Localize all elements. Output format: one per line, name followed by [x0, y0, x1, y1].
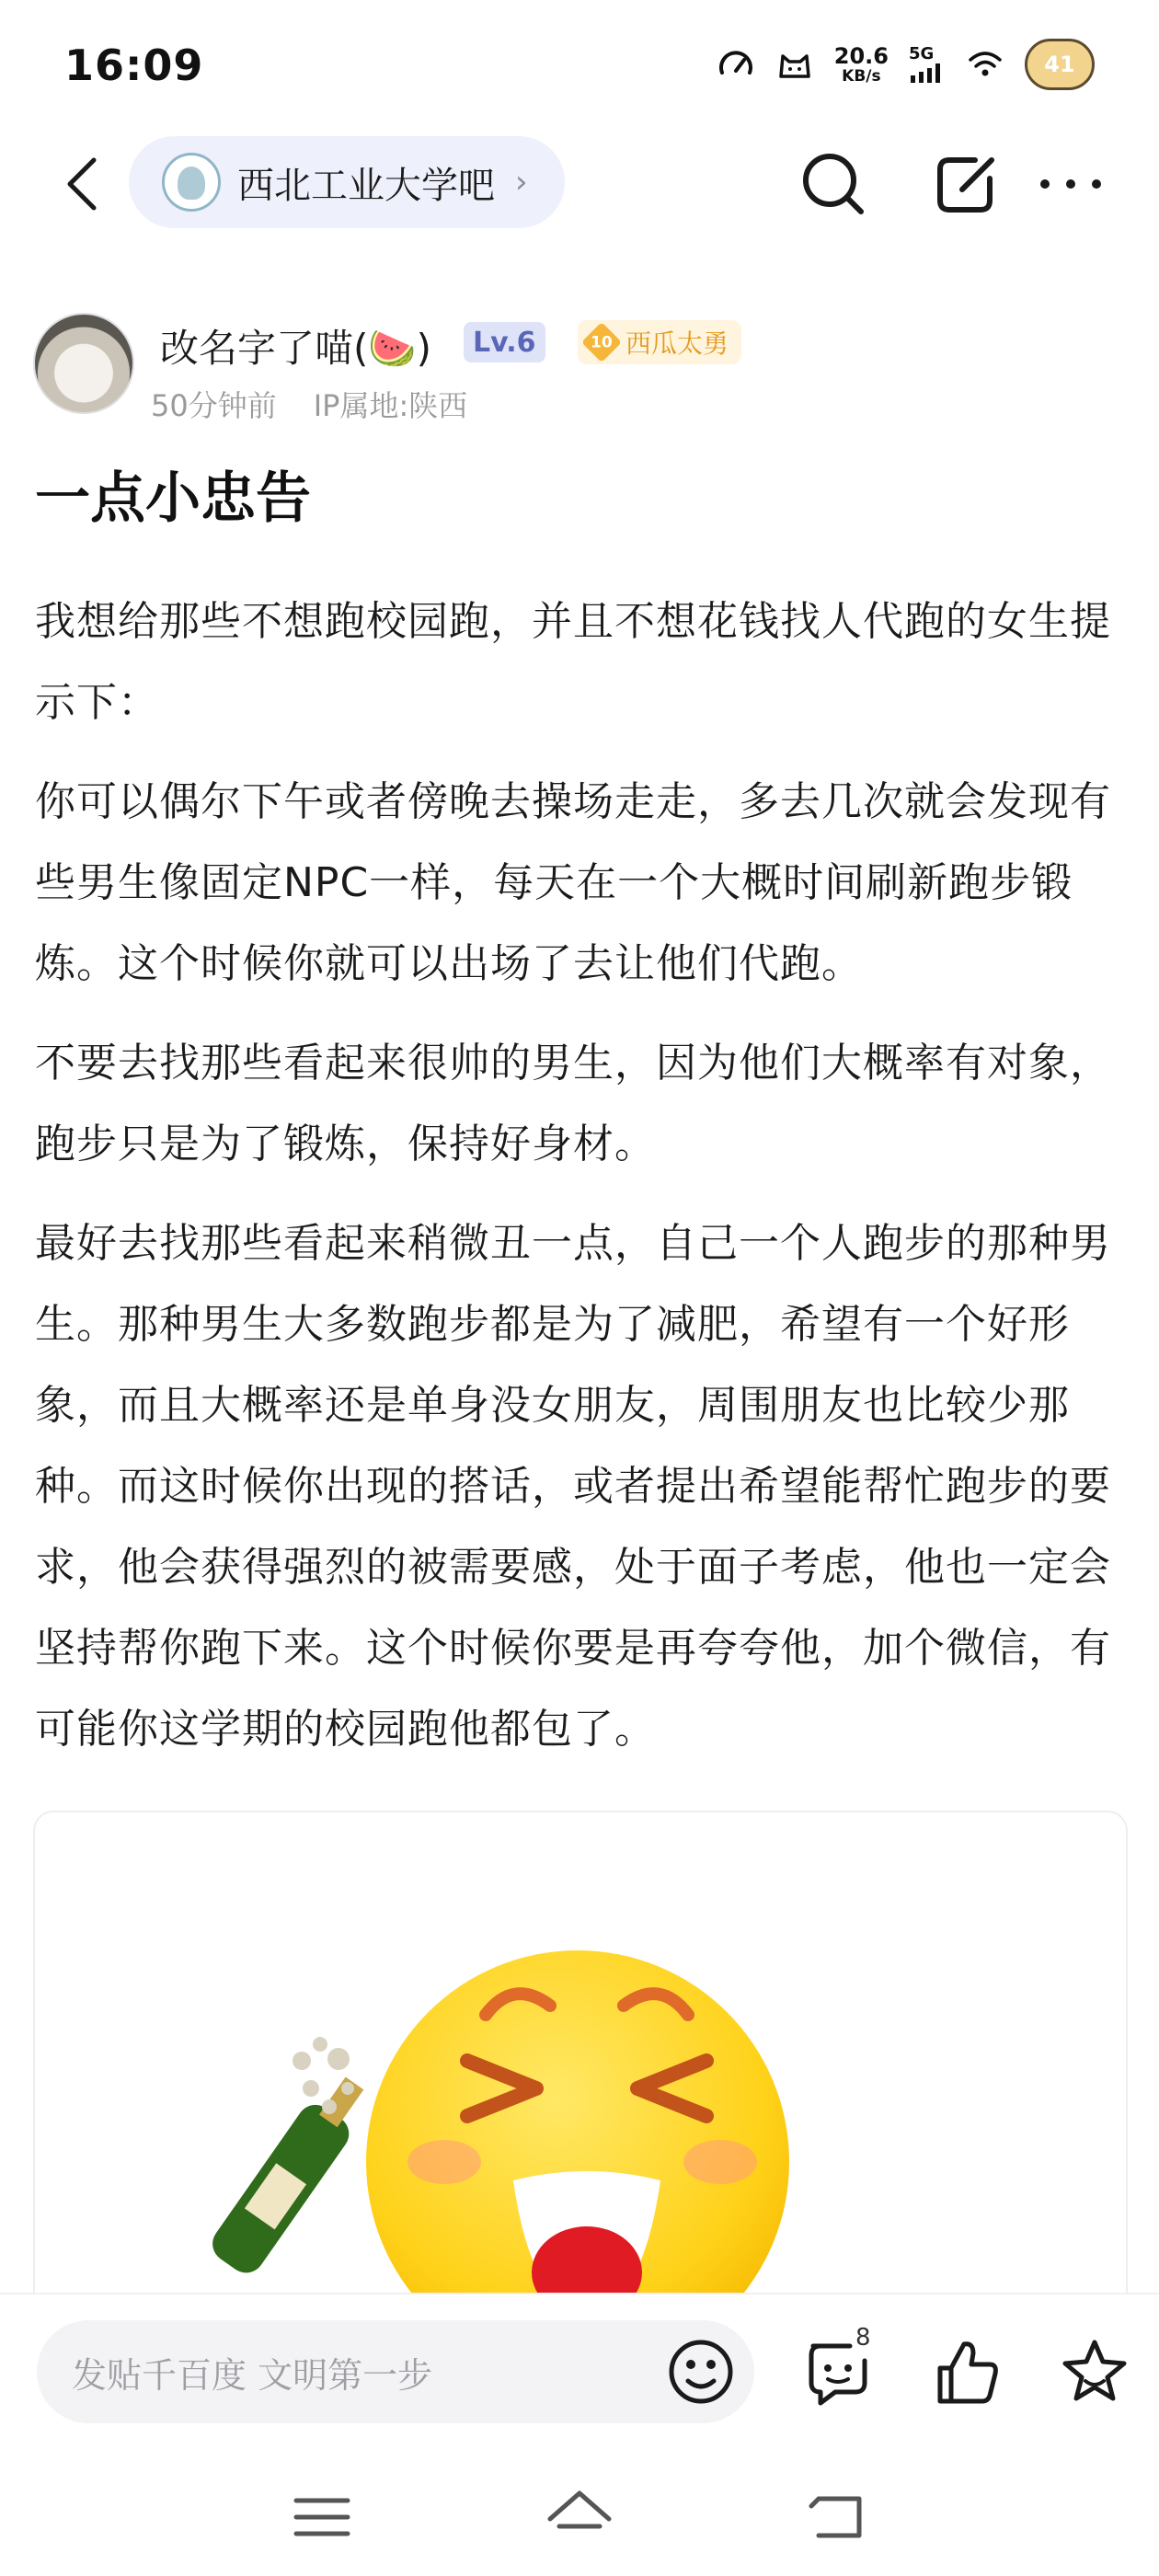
forum-chip[interactable]	[129, 136, 565, 228]
reply-count: 8	[855, 2324, 871, 2352]
medal-icon	[581, 322, 622, 362]
post-meta	[151, 383, 467, 425]
title-badge	[578, 320, 741, 364]
reply-icon[interactable]	[797, 2331, 885, 2412]
status-time: 16:09	[64, 40, 204, 90]
wifi-icon	[966, 45, 1004, 84]
battery-icon	[1025, 39, 1095, 90]
status-icons	[717, 37, 1095, 92]
forum-name: 西北工业大学吧	[237, 164, 495, 207]
forum-logo	[162, 153, 221, 212]
chevron-left-icon	[61, 155, 101, 213]
author-name[interactable]: 改名字了喵(🍉)	[160, 326, 432, 371]
net-speed-unit: KB/s	[842, 66, 881, 86]
chevron-right-icon: ›	[515, 164, 528, 201]
laughing-emoji-image	[35, 1812, 1128, 2307]
top-nav	[0, 129, 1159, 239]
post-paragraph: 我想给那些不想跑校园跑，并且不想花钱找人代跑的女生提示下：	[35, 598, 1111, 726]
post-time: 50分钟前	[151, 388, 277, 423]
back-button[interactable]	[44, 147, 118, 221]
bottom-action-bar	[0, 2293, 1159, 2440]
level-badge: Lv.6	[464, 322, 545, 362]
post-title: 一点小忠告	[35, 466, 311, 531]
network-type: 5G	[909, 44, 935, 63]
cat-icon	[775, 45, 814, 84]
battery-level: 41	[1044, 52, 1075, 77]
comment-placeholder: 发贴千百度 文明第一步	[72, 2354, 433, 2396]
more-icon[interactable]	[1030, 144, 1111, 224]
post-body	[35, 581, 1130, 1788]
menu-icon[interactable]	[285, 2480, 359, 2554]
net-speed-value: 20.6	[833, 42, 889, 69]
avatar[interactable]	[33, 313, 134, 414]
system-navigation-bar	[0, 2440, 1159, 2576]
post-paragraph: 不要去找那些看起来很帅的男生，因为他们大概率有对象，跑步只是为了锻炼，保持好身材。	[35, 1040, 1111, 1167]
signal-icon	[909, 63, 946, 83]
post-image[interactable]	[33, 1811, 1128, 2307]
home-icon[interactable]	[543, 2480, 616, 2554]
search-icon[interactable]	[793, 144, 874, 224]
emoji-icon[interactable]	[660, 2331, 741, 2412]
net-speed	[833, 42, 889, 86]
comment-input[interactable]	[37, 2320, 754, 2423]
thumbs-up-icon[interactable]	[925, 2331, 1006, 2412]
title-badge-text: 西瓜太勇	[625, 328, 729, 359]
medal-level: 10	[591, 333, 613, 351]
signal-5g	[909, 46, 946, 83]
post-paragraph: 你可以偶尔下午或者傍晚去操场走走，多去几次就会发现有些男生像固定NPC一样，每天在一个大概时间刷新跑步锻炼。这个时候你就可以出场了去让他们代跑。	[35, 778, 1111, 987]
star-icon[interactable]	[1054, 2331, 1135, 2412]
back-icon[interactable]	[802, 2480, 876, 2554]
post-paragraph: 最好去找那些看起来稍微丑一点，自己一个人跑步的那种男生。那种男生大多数跑步都是为了减肥，希望有一个好形象，而且大概率还是单身没女朋友，周围朋友也比较少那种。而这时候你出现的搭话，或者提出希望能帮忙跑步的要求，他会获得强烈的被需要感，处于面子考虑，他也一定会坚持帮你跑下来。这个时候你要是再夸夸他，加个微信，有可能你这学期的校园跑他都包了。	[35, 1220, 1111, 1753]
speed-gauge-icon	[717, 45, 755, 84]
ip-location: IP属地:陕西	[313, 388, 468, 423]
status-bar	[0, 0, 1159, 129]
author-header	[33, 313, 1128, 432]
share-edit-icon[interactable]	[925, 144, 1006, 224]
